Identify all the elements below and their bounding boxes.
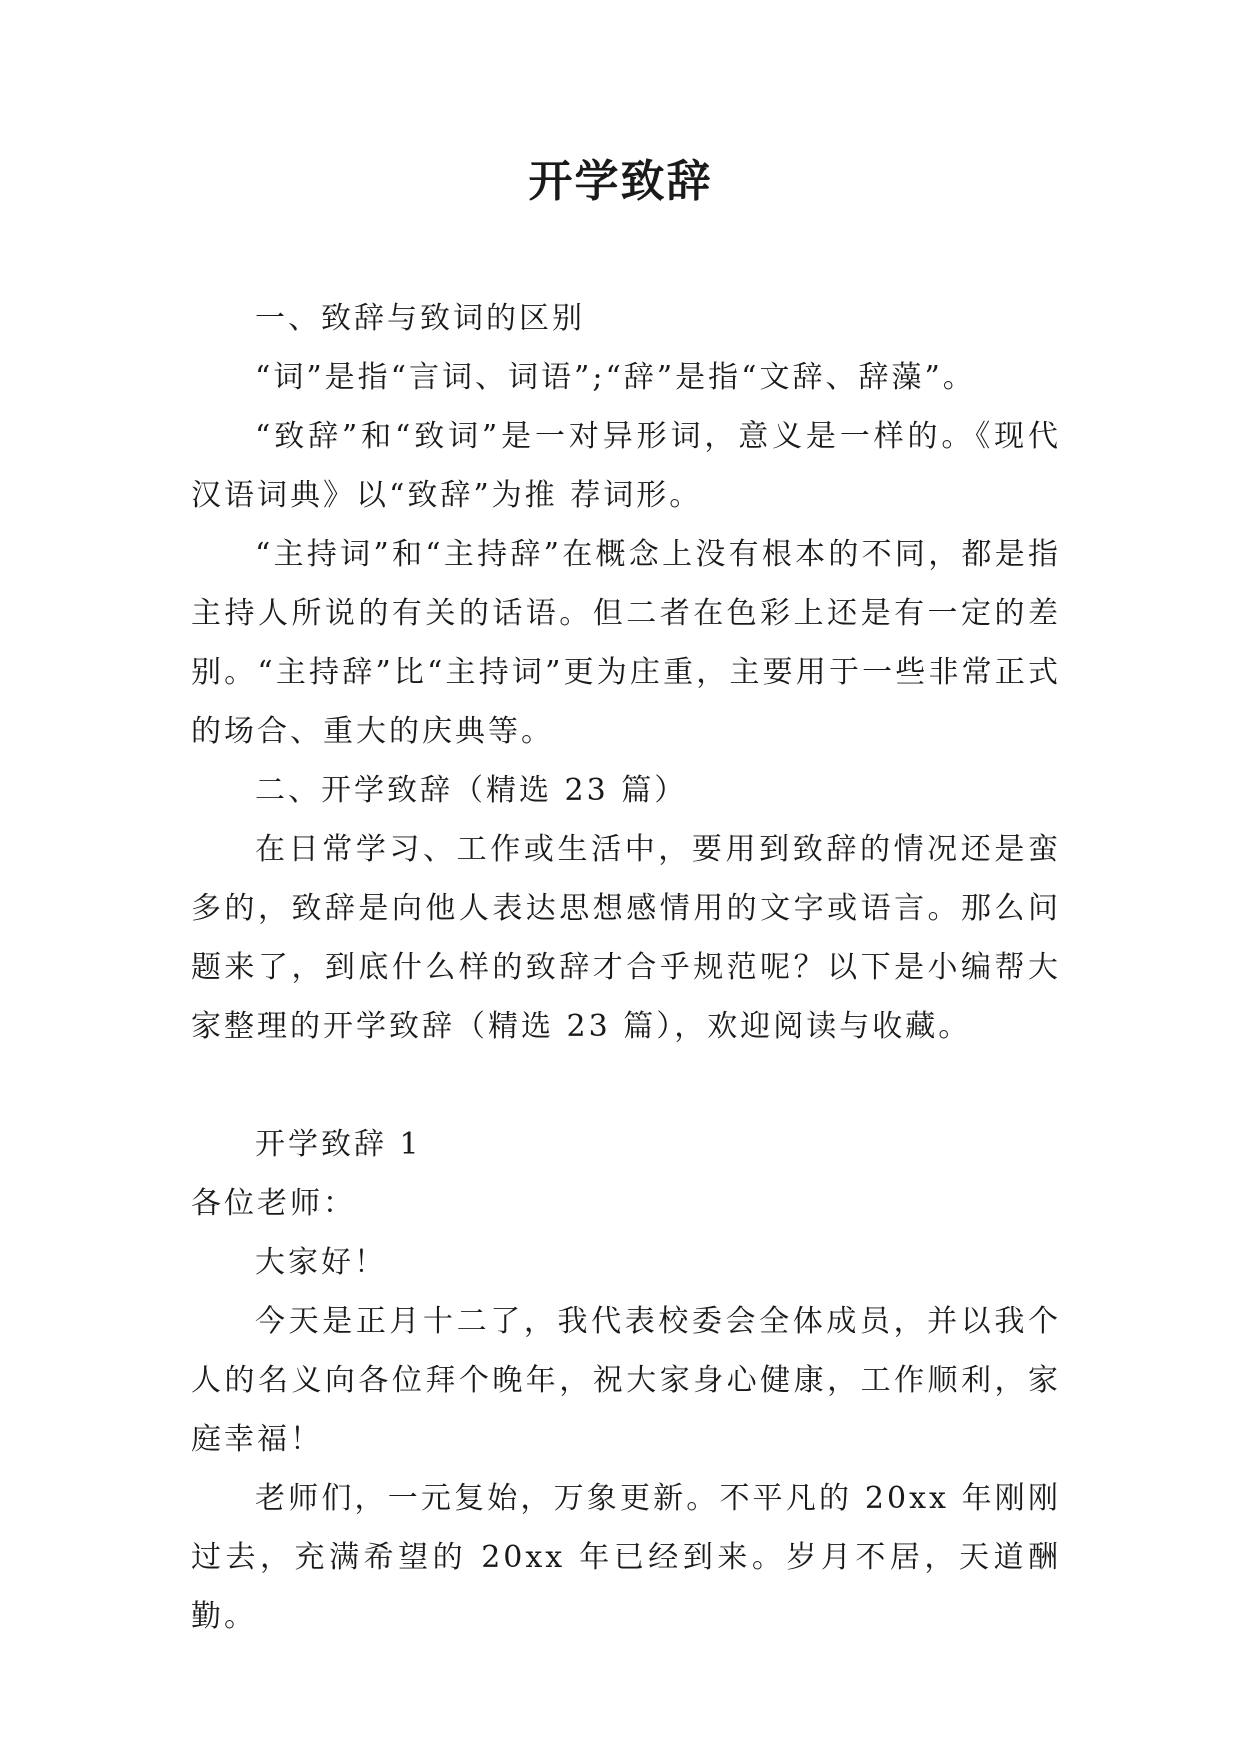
salutation: 各位老师： [191, 1186, 356, 1221]
paragraph-heading-2: 二、开学致辞（精选 23 篇） [255, 773, 688, 808]
document-body [191, 289, 1061, 1646]
greeting: 大家好！ [255, 1245, 387, 1280]
paragraph-heading-1: 一、致辞与致词的区别 [255, 301, 585, 336]
document-title: 开学致辞 [528, 156, 713, 207]
speech-paragraph-1: 今天是正月十二了，我代表校委会全体成员，并以我个人的名义向各位拜个晚年，祝大家身心健康，工作顺利，家庭幸福！ [191, 1304, 1061, 1457]
paragraph-definition: “词”是指“言词、词语”;“辞”是指“文辞、辞藻”。 [255, 360, 976, 395]
speech-paragraph-2: 老师们，一元复始，万象更新。不平凡的 20xx 年刚刚过去，充满希望的 20xx 年已经到来。岁月不居，天道酬勤。 [191, 1481, 1061, 1634]
paragraph-host-words: “主持词”和“主持辞”在概念上没有根本的不同，都是指主持人所说的有关的话语。但二者在色彩上还是有一定的差别。“主持辞”比“主持词”更为庄重，主要用于一些非常正式的场合、重大的庆典等。 [191, 537, 1061, 749]
paragraph-variant-words: “致辞”和“致词”是一对异形词，意义是一样的。《现代汉语词典》以“致辞”为推 荐词形。 [191, 419, 1061, 513]
spacer [191, 1056, 1061, 1115]
section-heading: 开学致辞 1 [255, 1127, 422, 1162]
paragraph-intro: 在日常学习、工作或生活中，要用到致辞的情况还是蛮多的，致辞是向他人表达思想感情用的文字或语言。那么问题来了，到底什么样的致辞才合乎规范呢？以下是小编帮大家整理的开学致辞（精选 23 篇），欢迎阅读与收藏。 [191, 832, 1061, 1044]
